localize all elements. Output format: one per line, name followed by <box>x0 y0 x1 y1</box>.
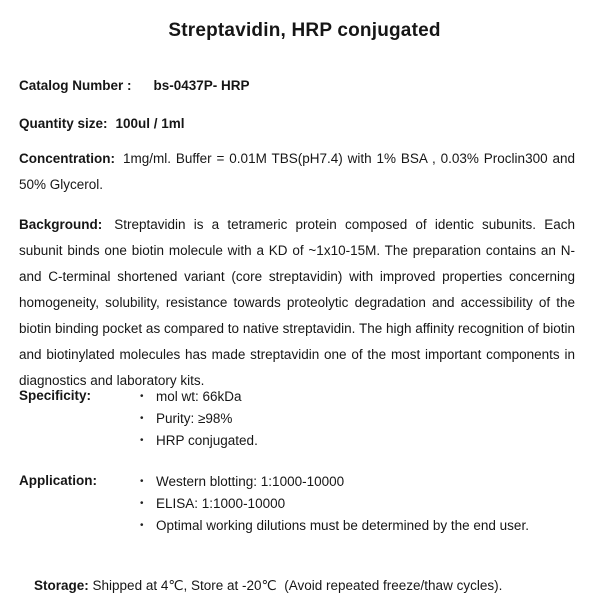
storage-text: Shipped at 4℃, Store at -20℃ (Avoid repeated freeze/thaw cycles). <box>88 578 503 593</box>
bullet-icon: • <box>140 498 144 509</box>
bullet-icon: • <box>140 520 144 531</box>
storage-line <box>19 559 594 598</box>
concentration-label: Concentration: <box>19 151 115 166</box>
application-label: Application: <box>19 473 97 488</box>
background-label: Background: <box>19 217 103 232</box>
bullet-icon: • <box>140 413 144 424</box>
specificity-item-hrp: HRP conjugated. <box>156 433 258 448</box>
quantity-size-row <box>19 116 185 131</box>
catalog-number-row <box>19 78 250 93</box>
storage-label: Storage: <box>34 578 89 593</box>
quantity-size-value: 100ul / 1ml <box>115 116 185 131</box>
application-section <box>19 471 575 537</box>
page-title: Streptavidin, HRP conjugated <box>168 20 441 41</box>
specificity-label: Specificity: <box>19 388 92 403</box>
application-item-elisa: ELISA: 1:1000-10000 <box>156 496 286 511</box>
bullet-icon: • <box>140 476 144 487</box>
list-item <box>140 515 575 537</box>
specificity-section <box>19 386 575 452</box>
specificity-list <box>140 386 575 452</box>
list-item <box>140 386 575 408</box>
background-paragraph <box>19 212 575 394</box>
bullet-icon: • <box>140 391 144 402</box>
list-item <box>140 430 575 452</box>
bullet-icon: • <box>140 435 144 446</box>
specificity-item-purity: Purity: ≥98% <box>156 411 233 426</box>
concentration-paragraph <box>19 146 575 198</box>
catalog-number-value: bs-0437P- HRP <box>153 78 250 93</box>
background-text: Streptavidin is a tetrameric protein composed of identic subunits. Each subunit binds one biotin molecule with a KD of ~1x10-15M. The preparation contains an N- and C-terminal shortened variant (core streptavidin) with improved properties concerning homogeneity, solubility, resistance towards proteolytic degradation and accessibility of the biotin binding pocket as compared to native streptavidin. The high affinity recognition of biotin and biotinylated molecules has made streptavidin one of the most important components in diagnostics and laboratory kits. <box>19 217 575 388</box>
list-item <box>140 408 575 430</box>
specificity-item-mol-wt: mol wt: 66kDa <box>156 389 242 404</box>
application-item-dilutions: Optimal working dilutions must be determined by the end user. <box>156 518 529 533</box>
quantity-size-label: Quantity size: <box>19 116 108 131</box>
application-list <box>140 471 575 537</box>
concentration-text: 1mg/ml. Buffer = 0.01M TBS(pH7.4) with 1% BSA , 0.03% Proclin300 and 50% Glycerol. <box>19 151 575 192</box>
list-item <box>140 493 575 515</box>
list-item <box>140 471 575 493</box>
application-item-western-blotting: Western blotting: 1:1000-10000 <box>156 474 345 489</box>
catalog-number-label: Catalog Number : <box>19 78 132 93</box>
